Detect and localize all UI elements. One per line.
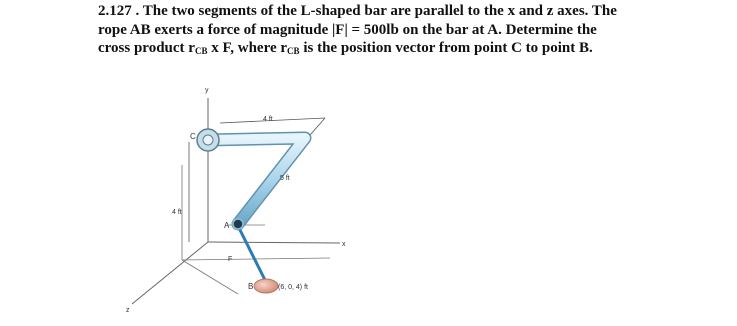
coords-b-label: (6, 0, 4) ft bbox=[278, 284, 308, 291]
x-axis bbox=[208, 242, 340, 243]
point-c-label: C bbox=[190, 132, 196, 141]
point-b-label: B bbox=[248, 282, 254, 291]
point-a-marker bbox=[233, 219, 243, 229]
anchor-b bbox=[254, 279, 278, 293]
axis-x-label: x bbox=[342, 241, 346, 248]
line3-suffix: is the position vector from point C to point B. bbox=[299, 40, 593, 56]
z-axis bbox=[132, 242, 208, 304]
axis-y-label: y bbox=[205, 87, 209, 94]
dim-4ft-left-label: 4 ft bbox=[172, 209, 182, 216]
l-bar bbox=[208, 138, 305, 224]
problem-line-3 bbox=[98, 39, 658, 61]
dim-4ft-top-label: 4 ft bbox=[263, 116, 273, 123]
axis-z-label: z bbox=[126, 307, 130, 314]
line3-mid: x F, where r bbox=[207, 40, 288, 56]
l-bar-figure bbox=[110, 80, 370, 326]
floor-ref-z bbox=[182, 260, 238, 294]
support-c-inner bbox=[203, 135, 213, 145]
problem-statement bbox=[98, 2, 658, 61]
rcb-subscript-2: CB bbox=[287, 46, 300, 56]
line3-prefix: cross product r bbox=[98, 40, 195, 56]
force-f-label: F bbox=[228, 256, 233, 263]
problem-line-2: rope AB exerts a force of magnitude |F| = 500lb on the bar at A. Determine the bbox=[98, 21, 597, 38]
rcb-subscript-1: CB bbox=[194, 46, 208, 56]
problem-line-1: 2.127 . The two segments of the L-shaped bar are parallel to the x and z axes. The bbox=[98, 3, 617, 19]
dim-5ft-label: 5 ft bbox=[280, 175, 290, 182]
point-a-label: A bbox=[224, 221, 230, 230]
rope-ab bbox=[238, 226, 266, 282]
